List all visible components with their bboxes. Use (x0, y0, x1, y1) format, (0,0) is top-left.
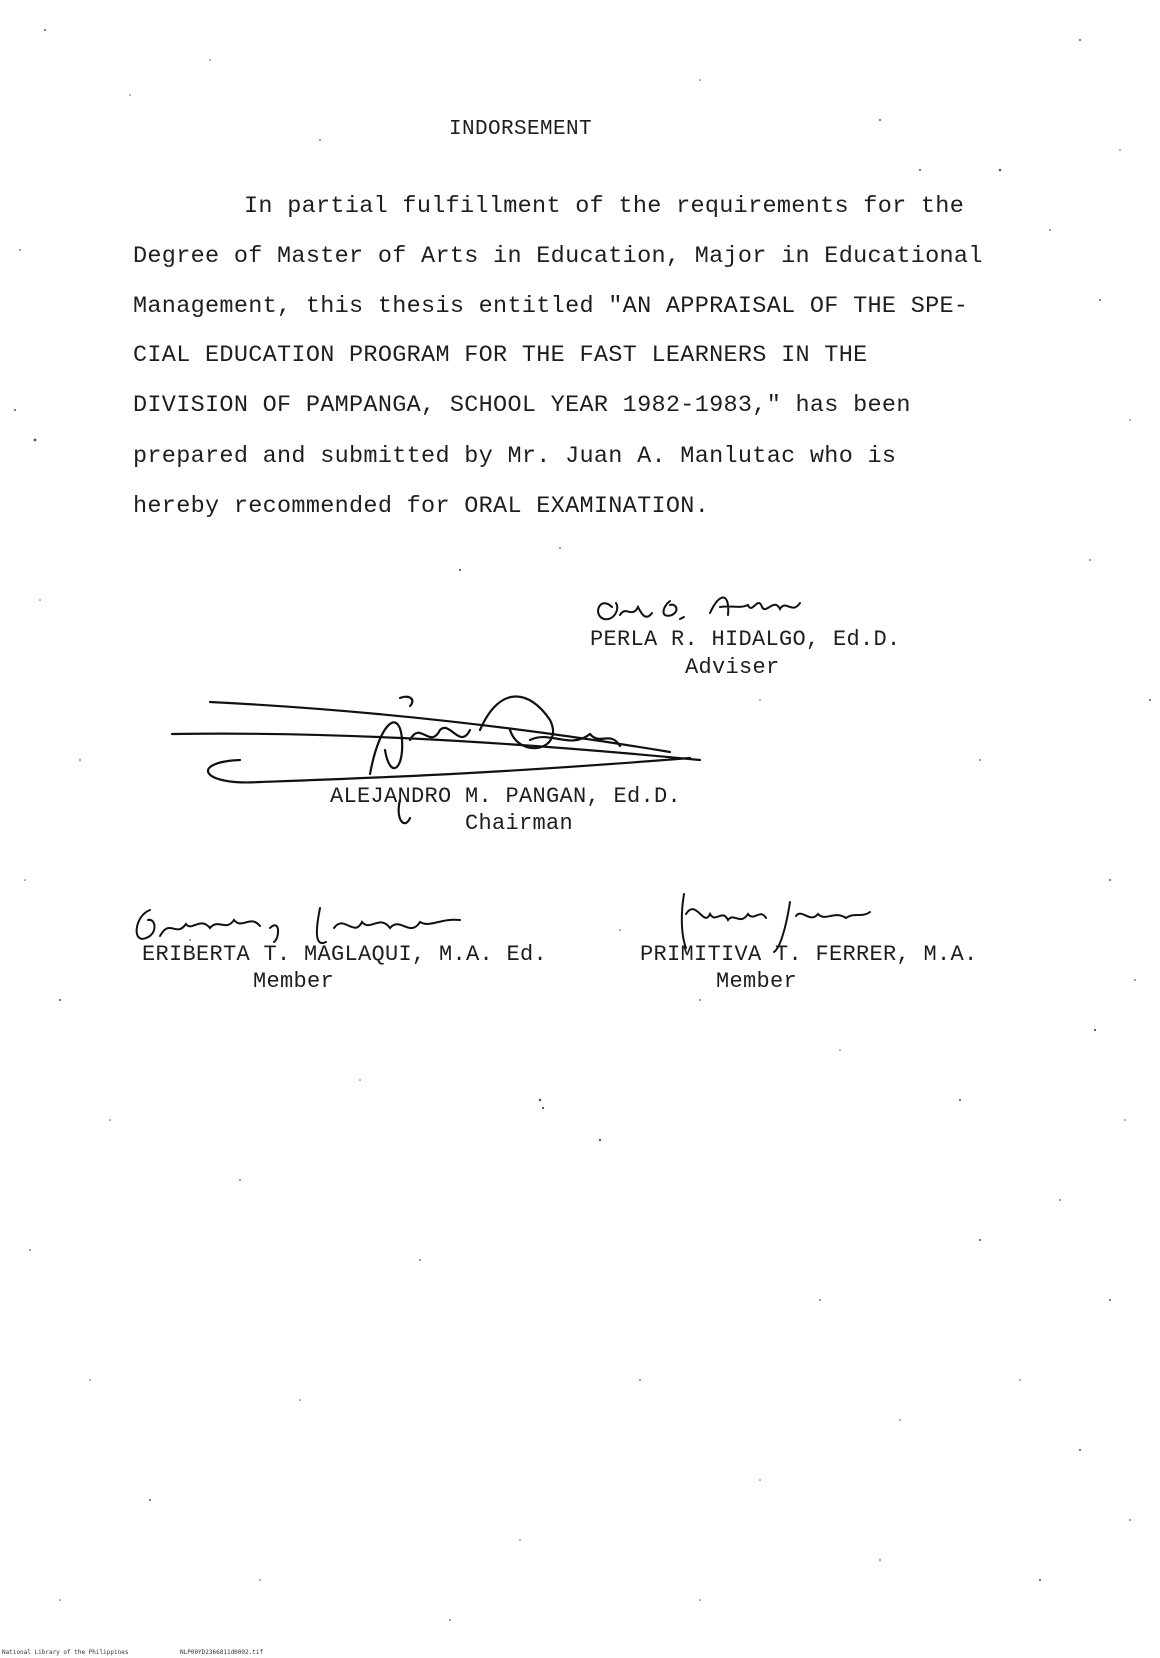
body-line-1: In partial fulfillment of the requirements for the (244, 193, 965, 220)
body-line-3: Management, this thesis entitled "AN APPRAISAL OF THE SPE- (133, 293, 969, 320)
footer-file-name: NLP00YD2366811d0002.tif (180, 1649, 264, 1656)
body-line-5: DIVISION OF PAMPANGA, SCHOOL YEAR 1982-1983," has been (133, 392, 911, 419)
document-heading: INDORSEMENT (449, 118, 593, 141)
adviser-name: PERLA R. HIDALGO, Ed.D. (590, 627, 901, 652)
chairman-role: Chairman (465, 811, 574, 836)
body-line-4: CIAL EDUCATION PROGRAM FOR THE FAST LEARNERS IN THE (133, 342, 868, 369)
member-1-role: Member (253, 969, 335, 994)
member-1-name: ERIBERTA T. MAGLAQUI, M.A. Ed. (142, 942, 548, 967)
adviser-role: Adviser (685, 655, 780, 680)
footer-library-name: National Library of the Philippines (2, 1649, 129, 1656)
member-2-role: Member (716, 969, 798, 994)
body-line-6: prepared and submitted by Mr. Juan A. Manlutac who is (133, 443, 897, 470)
member-2-name: PRIMITIVA T. FERRER, M.A. (640, 942, 978, 967)
chairman-signature (170, 690, 730, 840)
body-line-7: hereby recommended for ORAL EXAMINATION. (133, 493, 710, 520)
chairman-name: ALEJANDRO M. PANGAN, Ed.D. (330, 784, 682, 809)
body-line-2: Degree of Master of Arts in Education, Major in Educational (133, 243, 983, 270)
